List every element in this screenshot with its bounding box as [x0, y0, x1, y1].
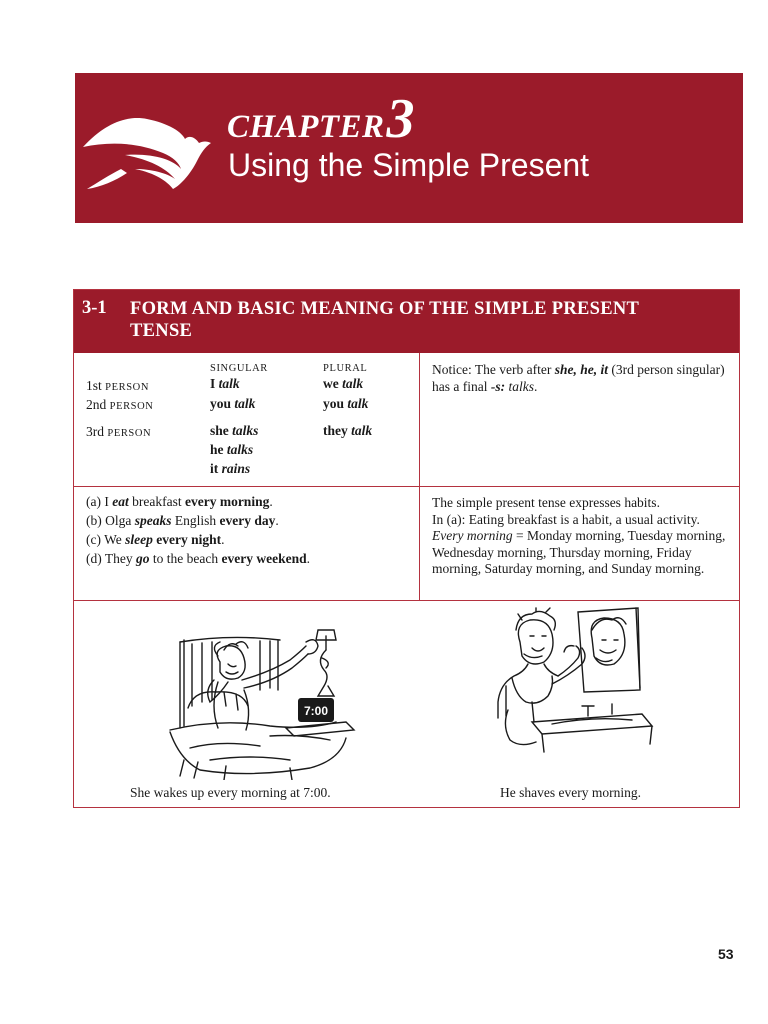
notice-text: Notice: The verb after she, he, it (3rd person singular) has a final -s: talks. — [432, 362, 725, 394]
plural-form-3rd: they talk — [323, 423, 373, 438]
example-a: (a) I eat breakfast every morning. — [86, 494, 273, 509]
clock-display: 7:00 — [303, 704, 329, 718]
singular-form-1st: I talk — [210, 376, 240, 391]
person-label-2nd: 2nd PERSON — [86, 397, 154, 412]
example-c: (c) We sleep every night. — [86, 532, 225, 547]
man-shaving-illustration — [492, 606, 668, 756]
woman-waking-illustration — [140, 610, 370, 780]
row-divider — [74, 600, 739, 601]
section-number: 3-1 — [82, 298, 107, 318]
page-number: 53 — [718, 946, 734, 962]
plural-form-1st: we talk — [323, 376, 364, 391]
grammar-chart — [73, 289, 740, 808]
caption-right: He shaves every morning. — [500, 785, 641, 800]
example-d: (d) They go to the beach every weekend. — [86, 551, 310, 566]
singular-form-2nd: you talk — [210, 396, 256, 411]
person-label-1st: 1st PERSON — [86, 378, 150, 393]
singular-header: SINGULAR — [210, 363, 268, 374]
example-b: (b) Olga speaks English every day. — [86, 513, 279, 528]
chapter-heading — [227, 87, 415, 151]
section-header — [74, 290, 739, 353]
section-title: FORM AND BASIC MEANING OF THE SIMPLE PRESENT TENSE — [130, 299, 639, 341]
plural-form-2nd: you talk — [323, 396, 369, 411]
chapter-banner — [75, 73, 743, 223]
row-divider — [74, 486, 739, 487]
chapter-word: CHAPTER — [227, 109, 385, 145]
plural-header: PLURAL — [323, 363, 368, 374]
explanation-text: The simple present tense expresses habits. In (a): Eating breakfast is a habit, a usual activity. Every morning = Monday morning, Tuesday morning, Wednesday morning, Thursday morning, Friday morning, Saturday morning, and Sunday morning. — [432, 495, 726, 576]
singular-form-3rd-it: it rains — [210, 461, 251, 476]
swallow-bird-icon — [81, 107, 213, 191]
singular-form-3rd-she: she talks — [210, 423, 259, 438]
caption-left: She wakes up every morning at 7:00. — [130, 785, 331, 800]
chapter-title: Using the Simple Present — [228, 147, 590, 183]
column-divider — [419, 353, 420, 600]
person-label-3rd: 3rd PERSON — [86, 424, 152, 439]
singular-form-3rd-he: he talks — [210, 442, 254, 457]
chapter-number: 3 — [386, 88, 415, 150]
